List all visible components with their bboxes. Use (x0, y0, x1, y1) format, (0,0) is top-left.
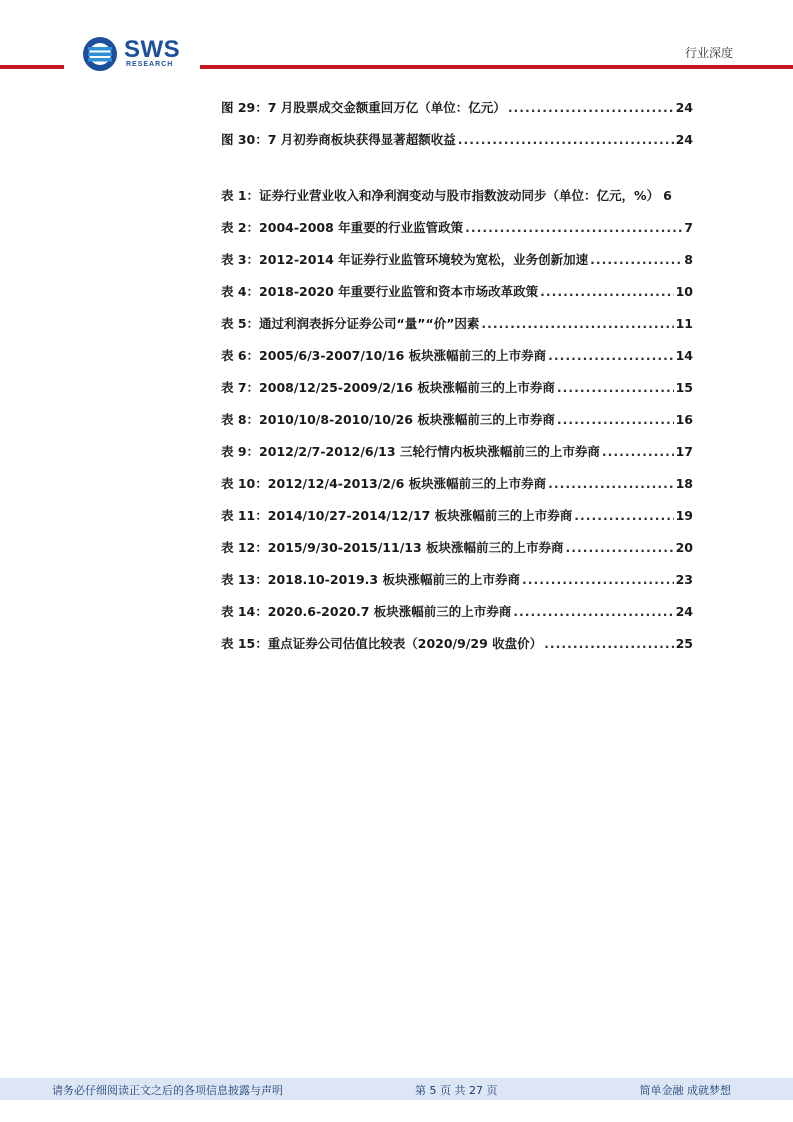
toc-leader-dots (544, 636, 673, 651)
toc-entry-title: 图 29：7 月股票成交金额重回万亿（单位：亿元） (221, 100, 506, 115)
toc-leader-dots (548, 476, 673, 491)
toc-entry-page: 11 (675, 316, 693, 331)
toc-entry-title: 表 3：2012-2014 年证券行业监管环境较为宽松，业务创新加速 (221, 252, 589, 267)
toc-leader-dots (481, 316, 673, 331)
toc-leader-dots (602, 444, 674, 459)
toc-table-entry[interactable] (221, 634, 693, 656)
toc-entry-page: 6 (663, 188, 672, 203)
toc-entry-title: 表 11：2014/10/27-2014/12/17 板块涨幅前三的上市券商 (221, 508, 573, 523)
toc-leader-dots (590, 252, 682, 267)
toc-figure-entry[interactable] (221, 130, 693, 152)
sws-logo-icon (82, 36, 118, 72)
toc-leader-dots (557, 380, 674, 395)
toc-table-entry[interactable] (221, 282, 693, 304)
toc-table-entry[interactable] (221, 346, 693, 368)
toc-leader-dots (508, 100, 674, 115)
toc-entry-page: 16 (675, 412, 693, 427)
toc-leader-dots (513, 604, 673, 619)
toc-table-entry[interactable] (221, 378, 693, 400)
toc-table-entry[interactable] (221, 506, 693, 528)
toc-entry-page: 14 (675, 348, 693, 363)
toc-entry-page: 15 (675, 380, 693, 395)
toc-leader-dots (465, 220, 682, 235)
toc-entry-page: 18 (675, 476, 693, 491)
toc-entry-title: 表 13：2018.10-2019.3 板块涨幅前三的上市券商 (221, 572, 520, 587)
toc-entry-page: 10 (675, 284, 693, 299)
sws-logo (82, 34, 192, 72)
logo-text: SWS (124, 36, 181, 63)
toc-entry-page: 25 (675, 636, 693, 651)
footer-disclaimer: 请务必仔细阅读正文之后的各项信息披露与声明 (52, 1084, 283, 1097)
toc-leader-dots (522, 572, 674, 587)
toc-leader-dots (458, 132, 674, 147)
toc-leader-dots (574, 508, 673, 523)
toc-table-entry[interactable] (221, 218, 693, 240)
toc-entry-page: 24 (675, 604, 693, 619)
toc-entry-title: 表 8：2010/10/8-2010/10/26 板块涨幅前三的上市券商 (221, 412, 555, 427)
toc-entry-title: 表 14：2020.6-2020.7 板块涨幅前三的上市券商 (221, 604, 512, 619)
toc-entry-page: 23 (675, 572, 693, 587)
toc-entry-page: 20 (675, 540, 693, 555)
toc-figure-entry[interactable] (221, 98, 693, 120)
toc-entry-title: 表 10：2012/12/4-2013/2/6 板块涨幅前三的上市券商 (221, 476, 547, 491)
toc-entry-title: 表 5：通过利润表拆分证券公司“量”“价”因素 (221, 316, 480, 331)
toc-table-entry[interactable] (221, 602, 693, 624)
toc-entry-page: 8 (684, 252, 693, 267)
report-type-label: 行业深度 (684, 46, 733, 60)
toc-entry-title: 图 30：7 月初券商板块获得显著超额收益 (221, 132, 456, 147)
toc-entry-title: 表 12：2015/9/30-2015/11/13 板块涨幅前三的上市券商 (221, 540, 564, 555)
toc-entry-page: 7 (684, 220, 693, 235)
toc-table-entry[interactable] (221, 314, 693, 336)
toc-table-entry[interactable] (221, 410, 693, 432)
toc-table-entry[interactable] (221, 474, 693, 496)
toc-table-entry[interactable] (221, 442, 693, 464)
toc-entry-title: 表 15：重点证券公司估值比较表（2020/9/29 收盘价） (221, 636, 543, 651)
toc-leader-dots (540, 284, 673, 299)
toc-entry-page: 24 (675, 132, 693, 147)
toc-leader-dots (557, 412, 674, 427)
toc-entry-page: 19 (675, 508, 693, 523)
toc-entry-title: 表 6：2005/6/3-2007/10/16 板块涨幅前三的上市券商 (221, 348, 547, 363)
logo-subtext: RESEARCH (126, 61, 174, 68)
toc-entry-title: 表 4：2018-2020 年重要行业监管和资本市场改革政策 (221, 284, 539, 299)
toc-table-entry[interactable] (221, 570, 693, 592)
toc-table-entry[interactable] (221, 538, 693, 560)
footer-slogan: 简单金融 成就梦想 (639, 1084, 731, 1097)
toc-table-entry[interactable] (221, 186, 693, 208)
toc-entry-title: 表 1：证券行业营业收入和净利润变动与股市指数波动同步（单位：亿元，%） (221, 188, 660, 203)
toc-leader-dots (548, 348, 673, 363)
toc-table-entry[interactable] (221, 250, 693, 272)
toc-entry-title: 表 9：2012/2/7-2012/6/13 三轮行情内板块涨幅前三的上市券商 (221, 444, 600, 459)
toc-entry-title: 表 7：2008/12/25-2009/2/16 板块涨幅前三的上市券商 (221, 380, 555, 395)
header-rule-right (200, 65, 793, 69)
toc-leader-dots (566, 540, 674, 555)
header-rule-left (0, 65, 64, 69)
toc-entry-page: 24 (675, 100, 693, 115)
toc-entry-title: 表 2：2004-2008 年重要的行业监管政策 (221, 220, 464, 235)
footer-page-info: 第 5 页 共 27 页 (415, 1084, 498, 1097)
toc-entry-page: 17 (675, 444, 693, 459)
